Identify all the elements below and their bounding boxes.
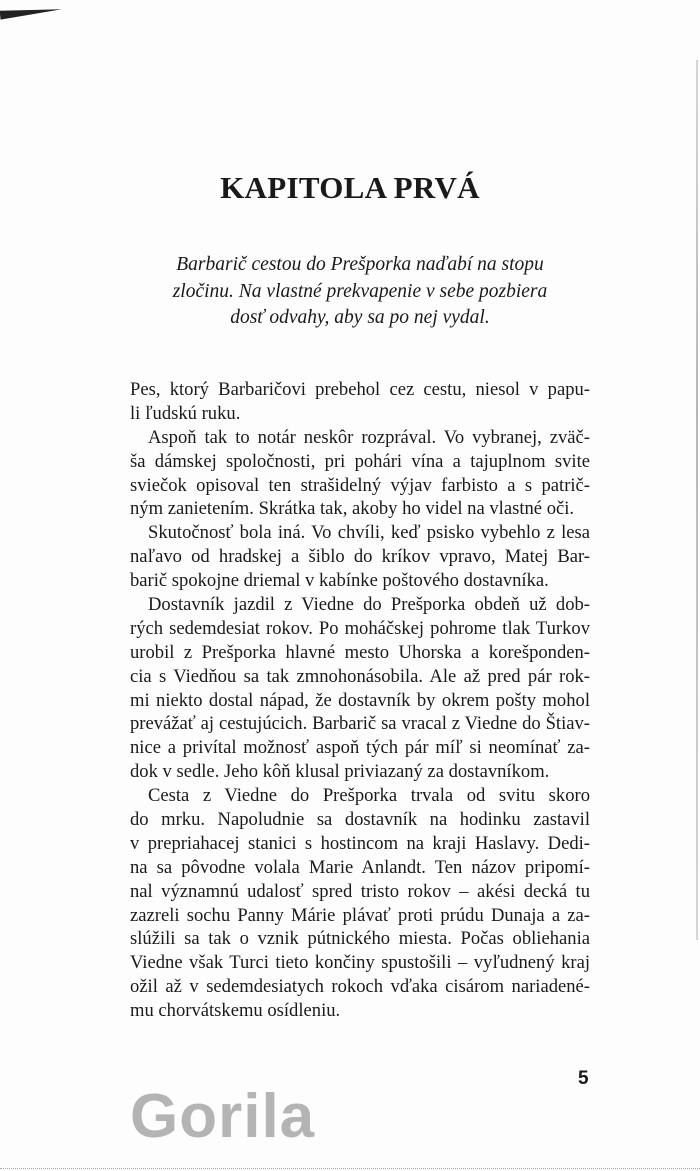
page-number: 5	[578, 1068, 589, 1089]
text-line: dok v sedle. Jeho kôň klusal priviazaný za dostavníkom.	[130, 761, 550, 783]
text-line: Cesta z Viedne do Prešporka trvala od svitu skoro	[148, 785, 590, 807]
paragraph	[130, 378, 590, 426]
text-line: v prepriahacej stanici s hostincom na kraji Haslavy. Dedi-	[130, 832, 590, 854]
text-line: urobil z Prešporka hlavné mesto Uhorska a korešponden-	[130, 641, 590, 663]
text-line: mi niekto dostal nápad, že dostavník by okrem pošty mohol	[130, 689, 590, 711]
text-line: nal významnú udalosť spred tristo rokov – akési decká tu	[130, 880, 590, 902]
text-line: ša dámskej spoločnosti, pri pohári vína a tajuplnom svite	[130, 450, 590, 472]
text-line: Skutočnosť bola iná. Vo chvíli, keď psisko vybehlo z lesa	[148, 522, 590, 544]
text-line: Pes, ktorý Barbaričovi prebehol cez cestu, niesol v papu-	[130, 379, 590, 400]
text-line: sviečok opisoval ten strašidelný výjav farbisto a s patrič-	[130, 474, 590, 496]
body-text	[130, 378, 590, 1023]
text-line: zazreli sochu Panny Márie plávať proti prúdu Dunaja a za-	[130, 904, 590, 926]
text-line: na sa pôvodne volala Marie Anlandt. Ten názov pripomí-	[130, 856, 590, 878]
chapter-subtitle	[120, 252, 600, 332]
text-line: cia s Viedňou sa tak zmnohonásobila. Ale až pred pár rok-	[130, 665, 590, 687]
paragraph	[130, 784, 590, 1023]
text-line: li ľudskú ruku.	[130, 402, 241, 424]
watermark: Gorila	[130, 1082, 316, 1151]
text-line: rých sedemdesiat rokov. Po moháčskej pohrome tlak Turkov	[130, 617, 590, 639]
text-line: Aspoň tak to notár neskôr rozprával. Vo vybranej, zväč-	[148, 426, 590, 448]
text-line: Viedne však Turci tieto končiny spustošili – vyľudnený kraj	[130, 952, 590, 974]
scan-bottom-edge	[0, 1166, 700, 1169]
subtitle-line: zločinu. Na vlastné prekvapenie v sebe pozbiera	[172, 280, 548, 302]
subtitle-line: dosť odvahy, aby sa po nej vydal.	[230, 307, 490, 328]
subtitle-line: Barbarič cestou do Prešporka naďabí na stopu	[176, 254, 544, 275]
text-line: nice a privítal možnosť aspoň tých pár míľ si neomínať za-	[130, 737, 590, 759]
text-line: slúžili sa tak o vznik pútnického miesta. Počas obliehania	[130, 928, 590, 950]
text-line: do mrku. Napoludnie sa dostavník na hodinku zastavil	[130, 809, 590, 831]
text-line: mu chorvátskemu osídleniu.	[130, 1000, 341, 1022]
paragraph	[130, 426, 590, 522]
text-line: Dostavník jazdil z Viedne do Prešporka obdeň už dob-	[148, 594, 590, 616]
paragraph	[130, 593, 590, 784]
paragraph	[130, 521, 590, 593]
text-line: barič spokojne driemal v kabínke poštového dostavníka.	[130, 570, 549, 592]
text-line: prevážať aj cestujúcich. Barbarič sa vracal z Viedne do Štiav-	[130, 713, 590, 735]
text-line: naľavo od hradskej a šiblo do kríkov vpravo, Matej Bar-	[130, 546, 590, 568]
chapter-title: KAPITOLA PRVÁ	[220, 170, 480, 205]
text-line: ožil až v sedemdesiatych rokoch vďaka cisárom nariadené-	[130, 976, 590, 998]
scan-corner-mark	[0, 5, 62, 19]
text-line: ným zanietením. Skrátka tak, akoby ho videl na vlastné oči.	[130, 498, 575, 520]
